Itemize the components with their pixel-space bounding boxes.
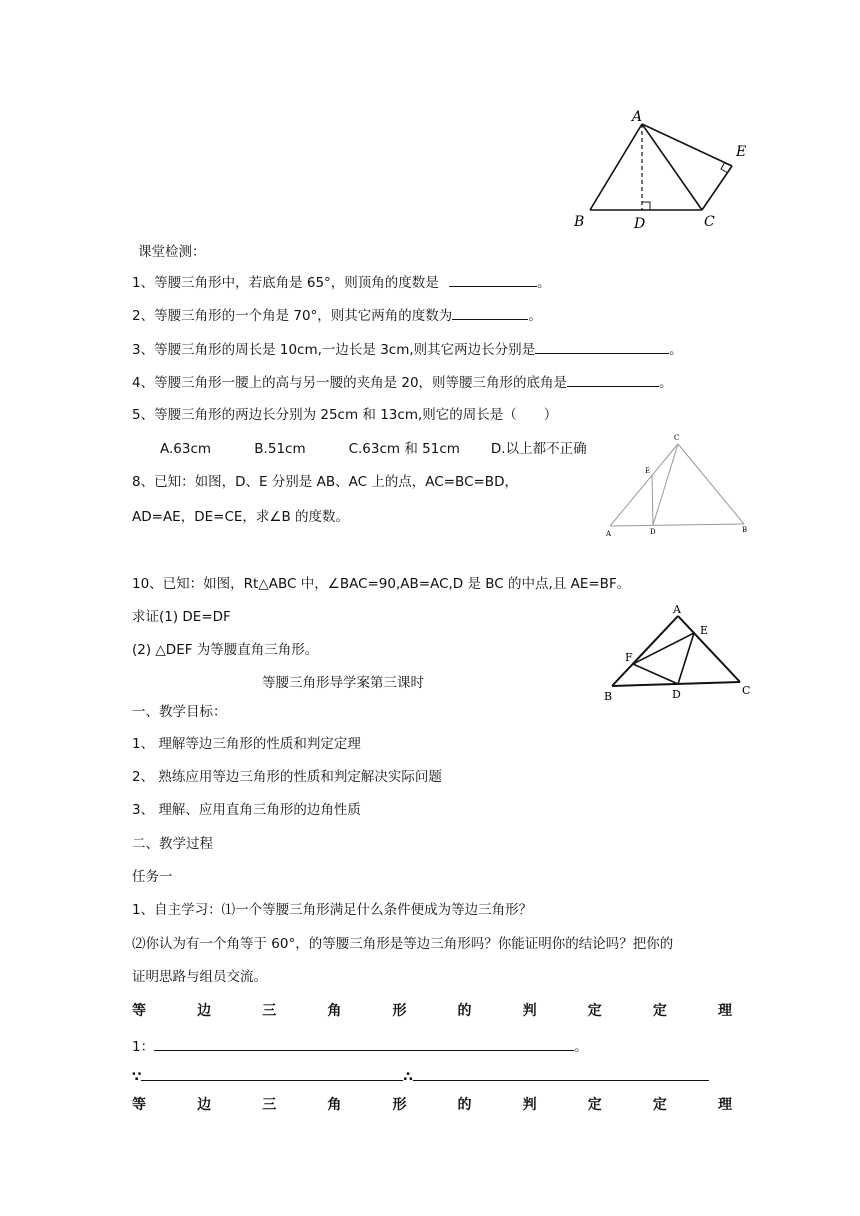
theorem-1-blank[interactable]	[154, 1036, 574, 1051]
q4-text: 4、等腰三角形一腰上的高与另一腰的夹角是 20，则等腰三角形的底角是	[132, 375, 568, 391]
question-1	[132, 272, 551, 293]
q2-end: 。	[528, 308, 542, 324]
heading-char: 形	[392, 1003, 407, 1019]
goal-item-2: 2、 熟练应用等边三角形的性质和判定解决实际问题	[132, 769, 442, 785]
heading-char: 的	[457, 1003, 472, 1019]
heading-char: 形	[392, 1097, 407, 1113]
therefore-symbol: ∴	[403, 1069, 413, 1085]
fig1-label-e: E	[736, 144, 747, 160]
theorem-1-label: 1：	[132, 1039, 155, 1055]
because-blank[interactable]	[141, 1066, 403, 1081]
heading-char: 等	[132, 1097, 146, 1113]
heading-char: 角	[327, 1003, 342, 1019]
lesson-title: 等腰三角形导学案第三课时	[262, 675, 424, 691]
question-3	[132, 339, 683, 360]
fig2-label-e: E	[645, 467, 651, 475]
question-5: 5、等腰三角形的两边长分别为 25cm 和 13cm,则它的周长是（ ）	[132, 407, 558, 423]
q3-end: 。	[669, 342, 683, 358]
heading-char: 定	[652, 1003, 667, 1019]
fig1-label-a: A	[632, 109, 643, 125]
heading-char: 边	[197, 1003, 212, 1019]
heading-char: 角	[327, 1097, 342, 1113]
fig3-label-d: D	[672, 688, 681, 701]
heading-char: 判	[522, 1003, 537, 1019]
self-study-question-2b: 证明思路与组员交流。	[132, 969, 267, 985]
heading-char: 的	[457, 1097, 472, 1113]
fig2-label-b: B	[742, 526, 748, 534]
fig3-label-b: B	[604, 690, 613, 703]
question-4	[132, 372, 673, 393]
heading-char: 判	[522, 1097, 537, 1113]
question-10-line2: 求证(1) DE=DF	[132, 609, 231, 625]
q2-answer-blank[interactable]	[452, 305, 528, 320]
fig2-label-a: A	[606, 530, 612, 538]
theorem-1-end: 。	[574, 1039, 588, 1055]
q4-end: 。	[659, 375, 673, 391]
question-2	[132, 305, 542, 326]
goal-item-1: 1、 理解等边三角形的性质和判定定理	[132, 736, 361, 752]
theorem-heading-2	[132, 1094, 732, 1114]
q5-option-b: B.51cm	[254, 441, 306, 457]
heading-char: 定	[652, 1097, 667, 1113]
figure-right-triangle-def	[596, 600, 766, 704]
heading-char: 理	[717, 1003, 732, 1019]
question-8-line2: AD=AE，DE=CE，求∠B 的度数。	[132, 509, 350, 525]
q2-text: 2、等腰三角形的一个角是 70°，则其它两角的度数为	[132, 308, 453, 324]
figure-triangle-abc-altitude	[568, 104, 758, 234]
theorem-heading-1	[132, 1000, 732, 1020]
because-therefore-line	[132, 1066, 709, 1087]
fig1-label-b: B	[574, 214, 585, 230]
fig1-label-c: C	[704, 214, 715, 230]
fig3-label-c: C	[742, 684, 751, 697]
fig2-label-c: C	[674, 434, 680, 442]
fig3-label-e: E	[700, 624, 709, 637]
question-10-line3: (2) △DEF 为等腰直角三角形。	[132, 642, 319, 658]
heading-char: 定	[587, 1003, 602, 1019]
q1-end: 。	[537, 275, 551, 291]
q1-answer-blank[interactable]	[449, 272, 537, 287]
question-8-line1: 8、已知：如图，D、E 分别是 AB、AC 上的点，AC=BC=BD，	[132, 474, 518, 490]
task-1-heading: 任务一	[132, 869, 173, 885]
heading-char: 理	[717, 1097, 732, 1113]
because-symbol: ∵	[132, 1069, 142, 1085]
q5-option-d: D.以上都不正确	[490, 441, 587, 457]
heading-char: 等	[132, 1003, 146, 1019]
process-heading: 二、教学过程	[132, 836, 213, 852]
heading-char: 定	[587, 1097, 602, 1113]
fig3-label-a: A	[673, 603, 681, 616]
q4-answer-blank[interactable]	[567, 372, 659, 387]
therefore-blank[interactable]	[413, 1066, 709, 1081]
question-10-line1: 10、已知：如图，Rt△ABC 中，∠BAC=90,AB=AC,D 是 BC 的中点,且 AE=BF。	[132, 576, 631, 592]
fig2-label-d: D	[650, 528, 656, 536]
heading-char: 边	[197, 1097, 212, 1113]
q3-answer-blank[interactable]	[535, 339, 669, 354]
fig1-label-d: D	[634, 216, 646, 232]
self-study-question-1: 1、自主学习：⑴一个等腰三角形满足什么条件便成为等边三角形？	[132, 902, 533, 918]
heading-char: 三	[262, 1097, 277, 1113]
self-study-question-2a: ⑵你认为有一个角等于 60°，的等腰三角形是等边三角形吗？你能证明你的结论吗？把你的	[132, 936, 674, 952]
section-title: 课堂检测：	[138, 244, 206, 260]
q5-option-c: C.63cm 和 51cm	[348, 441, 460, 457]
heading-char: 三	[262, 1003, 277, 1019]
theorem-1-line	[132, 1036, 588, 1057]
fig3-label-f: F	[625, 651, 633, 664]
question-5-options	[160, 439, 587, 459]
q3-text: 3、等腰三角形的周长是 10cm,一边长是 3cm,则其它两边长分别是	[132, 342, 536, 358]
q1-text: 1、等腰三角形中，若底角是 65°，则顶角的度数是	[132, 275, 439, 291]
goal-item-3: 3、 理解、应用直角三角形的边角性质	[132, 802, 361, 818]
figure-triangle-de-points	[600, 430, 760, 542]
q5-option-a: A.63cm	[160, 441, 212, 457]
goals-heading: 一、教学目标：	[132, 704, 227, 720]
